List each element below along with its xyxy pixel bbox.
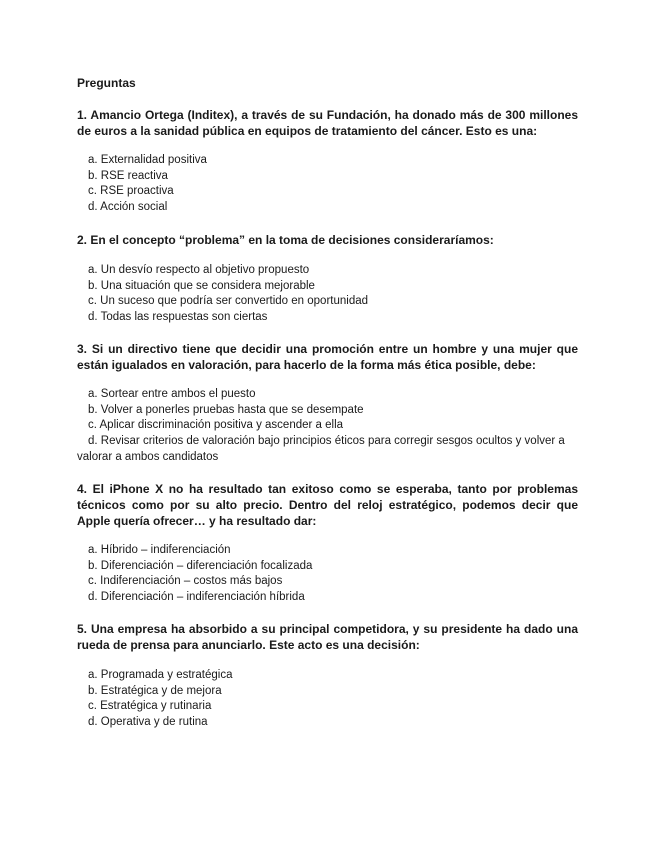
option-3d — [77, 434, 580, 465]
option-4d: d. Diferenciación – indiferenciación híbrida — [88, 590, 305, 603]
option-1c: c. RSE proactiva — [88, 185, 174, 198]
option-1a: a. Externalidad positiva — [88, 154, 207, 166]
question-5-options — [88, 668, 232, 730]
question-5: 5. Una empresa ha absorbido a su principal competidora, y su presidente ha dado una rueda de prensa para anunciarlo. Este acto es una decisión: — [77, 622, 578, 652]
option-4c: c. Indiferenciación – costos más bajos — [88, 575, 283, 588]
option-4a: a. Híbrido – indiferenciación — [88, 544, 231, 556]
option-2c: c. Un suceso que podría ser convertido en oportunidad — [88, 295, 369, 308]
question-2: 2. En el concepto “problema” en la toma de decisiones consideraríamos: — [77, 233, 494, 247]
question-1-options — [88, 153, 207, 215]
option-3a: a. Sortear entre ambos el puesto — [88, 388, 256, 400]
page-title: Preguntas — [77, 76, 136, 90]
option-3d-text: d. Revisar criterios de valoración bajo principios éticos para corregir sesgos ocultos y volver a valorar a ambos candidatos — [77, 435, 565, 463]
question-4: 4. El iPhone X no ha resultado tan exitoso como se esperaba, tanto por problemas técnicos como por su alto precio. Dentro del reloj estratégico, podemos decir que Apple quería ofrecer… y ha resultado dar: — [77, 482, 578, 528]
option-3c: c. Aplicar discriminación positiva y ascender a ella — [88, 419, 344, 432]
question-1: 1. Amancio Ortega (Inditex), a través de su Fundación, ha donado más de 300 millones de euros a la sanidad pública en equipos de tratamiento del cáncer. Esto es una: — [77, 108, 578, 138]
option-3b: b. Volver a ponerles pruebas hasta que se desempate — [88, 403, 364, 416]
option-1d: d. Acción social — [88, 200, 168, 213]
option-2b: b. Una situación que se considera mejorable — [88, 279, 315, 292]
question-3: 3. Si un directivo tiene que decidir una promoción entre un hombre y una mujer que están igualados en valoración, para hacerlo de la forma más ética posible, debe: — [77, 342, 578, 372]
option-5b: b. Estratégica y de mejora — [88, 684, 222, 697]
option-1b: b. RSE reactiva — [88, 169, 168, 182]
option-2d: d. Todas las respuestas son ciertas — [88, 310, 268, 323]
option-2a: a. Un desvío respecto al objetivo propuesto — [88, 264, 310, 276]
option-5a: a. Programada y estratégica — [88, 669, 233, 681]
option-4b: b. Diferenciación – diferenciación focalizada — [88, 559, 313, 572]
option-5c: c. Estratégica y rutinaria — [88, 700, 212, 713]
question-2-options — [88, 263, 368, 325]
question-3-options — [88, 387, 364, 434]
question-4-options — [88, 543, 312, 605]
option-5d: d. Operativa y de rutina — [88, 715, 208, 728]
